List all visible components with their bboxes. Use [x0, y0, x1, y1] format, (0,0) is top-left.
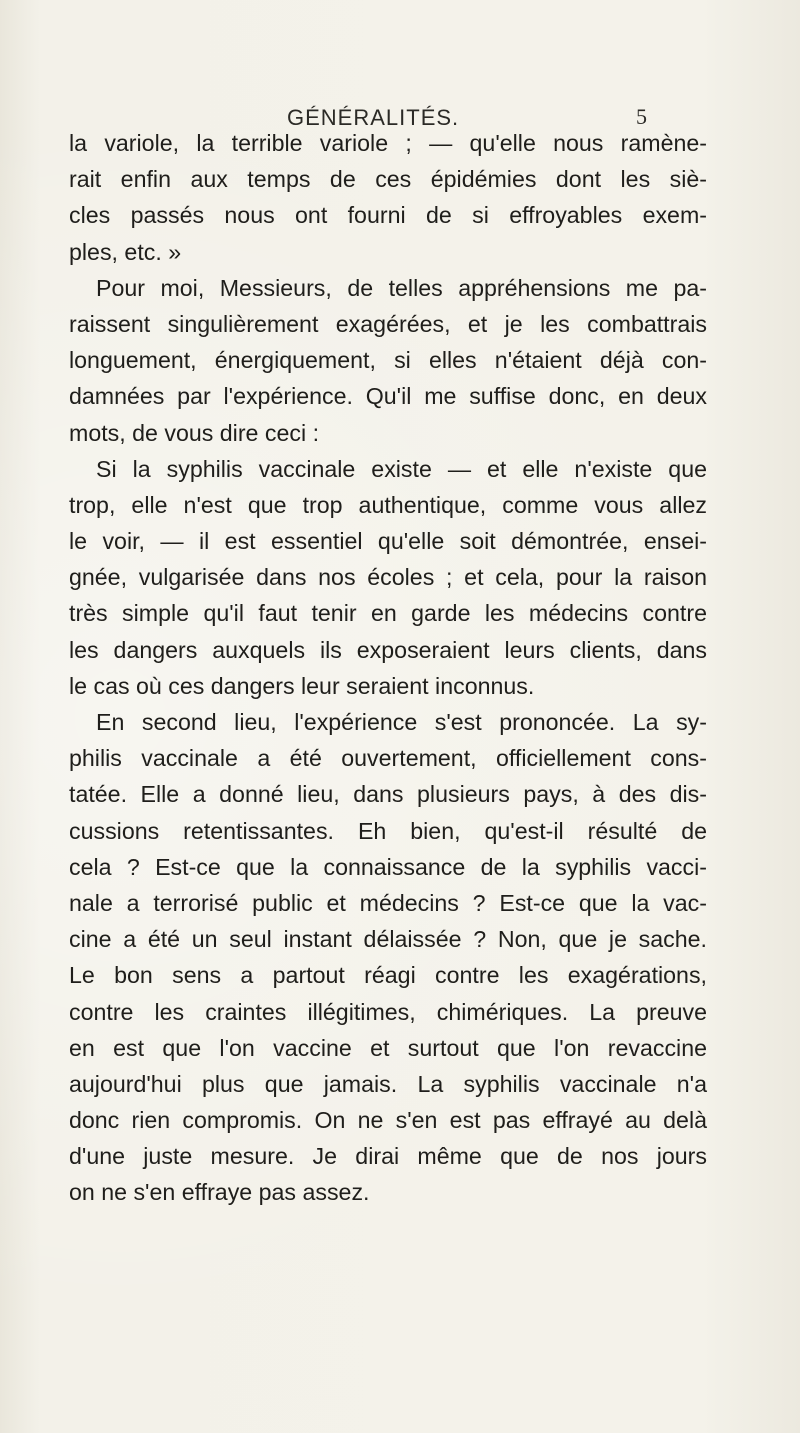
- text-line: cela ? Est-ce que la connaissance de la syphilis vacci-: [69, 853, 707, 880]
- text-line: aujourd'hui plus que jamais. La syphilis vaccinale n'a: [69, 1070, 707, 1097]
- text-line: longuement, énergiquement, si elles n'étaient déjà con-: [69, 347, 707, 374]
- text-line: rait enfin aux temps de ces épidémies dont les siè-: [69, 166, 707, 193]
- text-line: gnée, vulgarisée dans nos écoles ; et cela, pour la raison: [69, 564, 707, 591]
- text-line: Pour moi, Messieurs, de telles appréhensions me pa-: [96, 274, 707, 301]
- text-line: mots, de vous dire ceci :: [69, 419, 320, 446]
- text-line: Le bon sens a partout réagi contre les exagérations,: [69, 962, 707, 989]
- text-line: le voir, — il est essentiel qu'elle soit démontrée, ensei-: [69, 528, 707, 555]
- text-line: trop, elle n'est que trop authentique, comme vous allez: [69, 491, 707, 518]
- text-line: Si la syphilis vaccinale existe — et elle n'existe que: [96, 455, 707, 482]
- text-line: le cas où ces dangers leur seraient inconnus.: [69, 672, 535, 699]
- text-line: les dangers auxquels ils exposeraient leurs clients, dans: [69, 636, 707, 663]
- text-line: contre les craintes illégitimes, chimériques. La preuve: [69, 998, 707, 1025]
- text-line: d'une juste mesure. Je dirai même que de nos jours: [69, 1143, 707, 1170]
- text-line: nale a terrorisé public et médecins ? Est-ce que la vac-: [69, 889, 707, 916]
- text-line: en est que l'on vaccine et surtout que l'on revaccine: [69, 1034, 707, 1061]
- text-line: ples, etc. »: [69, 238, 182, 265]
- text-line: on ne s'en effraye pas assez.: [69, 1179, 370, 1206]
- page-number: 5: [636, 104, 647, 129]
- text-line: la variole, la terrible variole ; — qu'elle nous ramène-: [69, 130, 707, 156]
- body-text: [69, 125, 707, 1211]
- text-line: cussions retentissantes. Eh bien, qu'est-il résulté de: [69, 817, 707, 844]
- text-line: cles passés nous ont fourni de si effroyables exem-: [69, 202, 707, 229]
- text-line: En second lieu, l'expérience s'est prononcée. La sy-: [96, 709, 707, 735]
- text-line: damnées par l'expérience. Qu'il me suffise donc, en deux: [69, 383, 707, 410]
- running-title: GÉNÉRALITÉS.: [287, 105, 460, 130]
- text-line: cine a été un seul instant délaissée ? Non, que je sache.: [69, 926, 707, 953]
- text-line: raissent singulièrement exagérées, et je les combattrais: [69, 310, 707, 337]
- text-line: tatée. Elle a donné lieu, dans plusieurs pays, à des dis-: [69, 781, 707, 808]
- text-line: très simple qu'il faut tenir en garde les médecins contre: [69, 600, 707, 627]
- text-line: philis vaccinale a été ouvertement, officiellement cons-: [69, 745, 707, 772]
- text-line: donc rien compromis. On ne s'en est pas effrayé au delà: [69, 1107, 707, 1134]
- running-head: [0, 84, 800, 130]
